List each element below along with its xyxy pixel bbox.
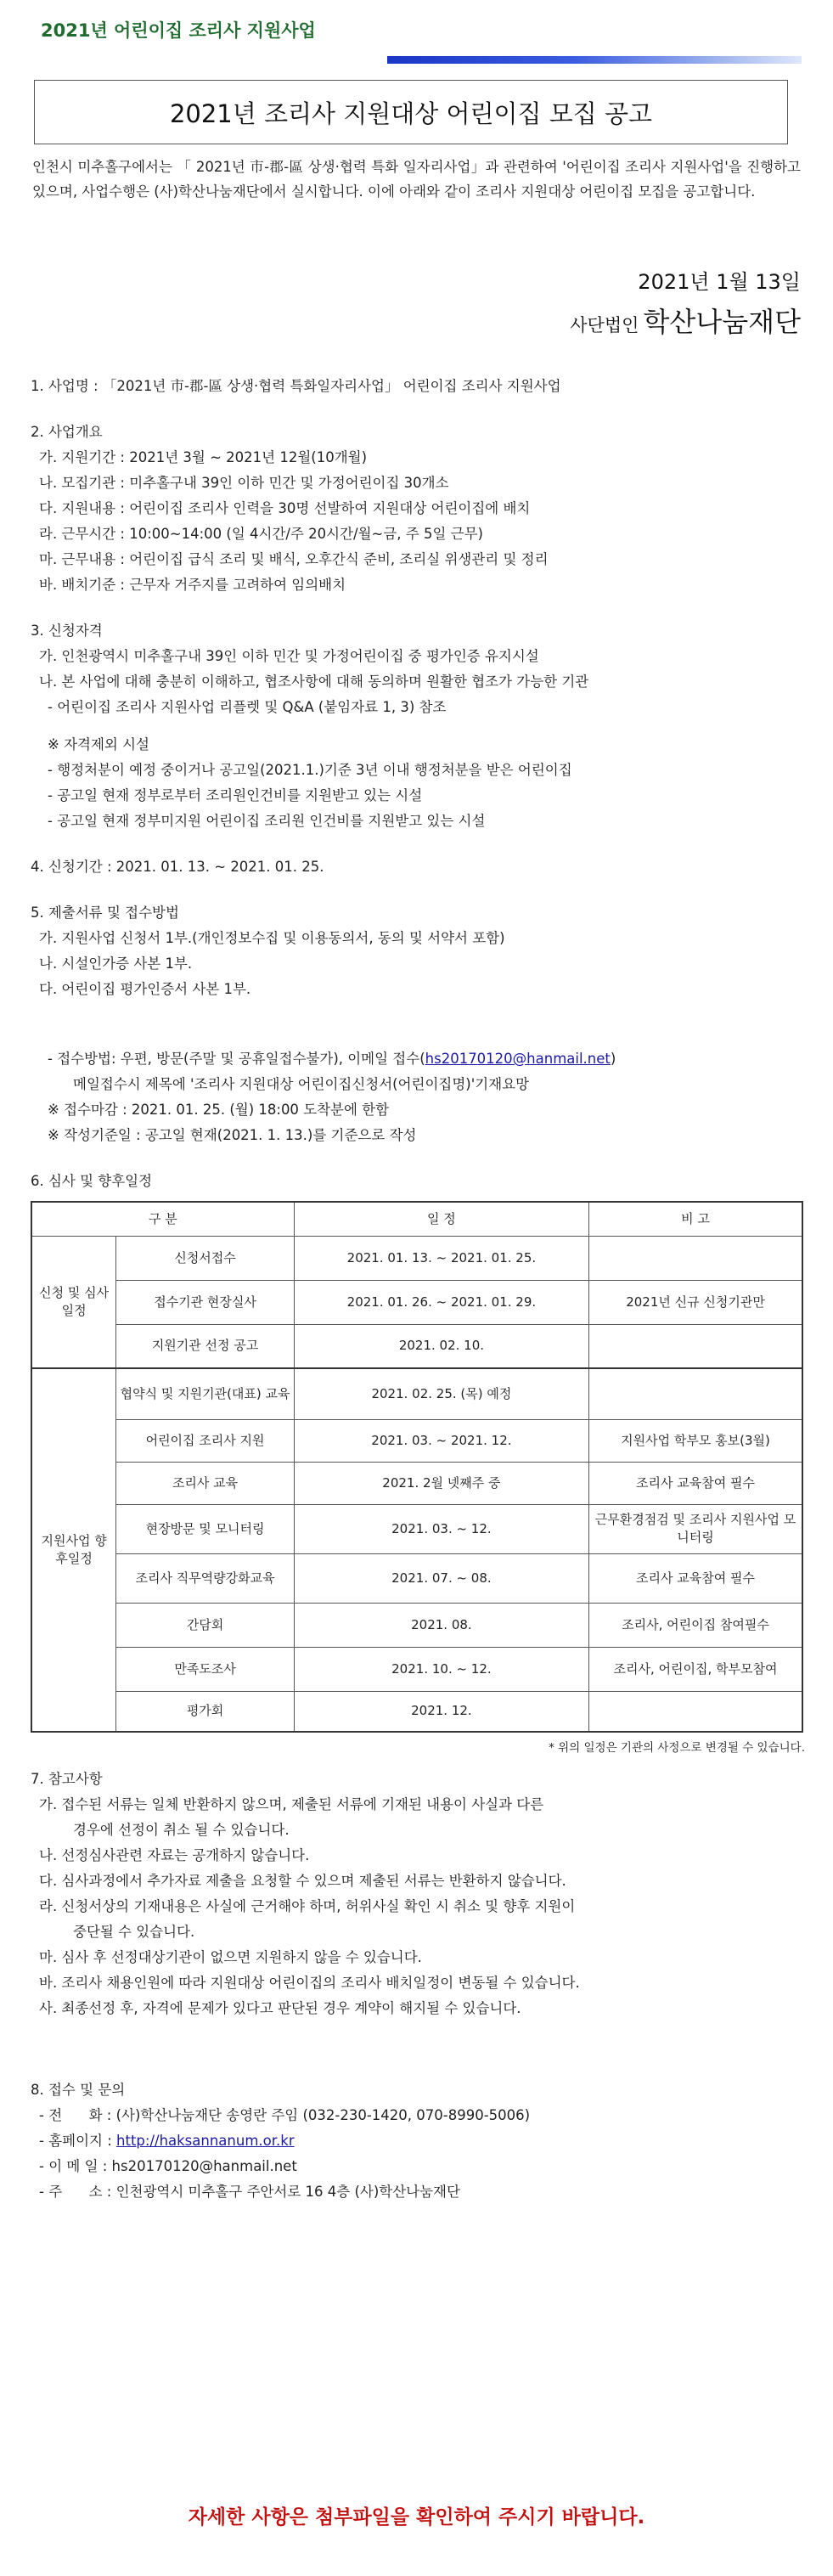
table-cell: 조리사, 어린이집 참여필수: [589, 1603, 802, 1647]
table-header: 구 분: [31, 1202, 294, 1236]
table-cell: 간담회: [116, 1603, 295, 1647]
intro-paragraph: 인천시 미추홀구에서는 「 2021년 市-郡-區 상생·협력 특화 일자리사업」과 관련하여 '어린이집 조리사 지원사업'을 진행하고 있으며, 사업수행은 (사)학산나눔재단에서 실시합니다. 이에 아래와 같이 조리사 지원대상 어린이집 모집을 공고합니다.: [32, 159, 801, 200]
notice-date: 2021년 1월 13일: [638, 270, 801, 294]
submission-basis: ※ 작성기준일 : 공고일 현재(2021. 1. 13.)를 기준으로 작성: [48, 1127, 417, 1143]
table-row: [31, 1553, 802, 1603]
list-item: 가. 지원기간 : 2021년 3월 ~ 2021년 12월(10개월): [39, 449, 368, 465]
section-8-title: 8. 접수 및 문의: [31, 2082, 126, 2098]
submission-method-prefix: - 접수방법: 우편, 방문(주말 및 공휴일접수불가), 이메일 접수(: [48, 1051, 425, 1067]
organization-prefix: 사단법인: [570, 315, 639, 335]
list-item: 다. 지원내용 : 어린이집 조리사 인력을 30명 선발하여 지원대상 어린이집에 배치: [39, 500, 531, 516]
table-cell: 만족도조사: [116, 1647, 295, 1691]
table-row: [31, 1236, 802, 1280]
organization-name: 학산나눔재단: [643, 306, 801, 338]
list-item: 마. 심사 후 선정대상기관이 없으면 지원하지 않을 수 있습니다.: [39, 1949, 422, 1965]
notice-body: [31, 374, 812, 2205]
list-item: 라. 근무시간 : 10:00~14:00 (일 4시간/주 20시간/월~금, 주 5일 근무): [39, 526, 483, 542]
list-item: - 공고일 현재 정부로부터 조리원인건비를 지원받고 있는 시설: [48, 787, 423, 803]
header-gradient-bar: [387, 56, 802, 64]
contact-homepage: [31, 2128, 812, 2154]
table-row: [31, 1324, 802, 1368]
table-cell: 조리사, 어린이집, 학부모참여: [589, 1647, 802, 1691]
section-1: 1. 사업명 : 「2021년 市-郡-區 상생·협력 특화일자리사업」 어린이집 조리사 지원사업: [31, 378, 561, 394]
submission-email-link[interactable]: hs20170120@hanmail.net: [425, 1051, 611, 1067]
section-2-title: 2. 사업개요: [31, 424, 103, 440]
table-cell: 2021. 10. ~ 12.: [294, 1647, 588, 1691]
submission-deadline: ※ 접수마감 : 2021. 01. 25. (월) 18:00 도착분에 한함: [48, 1102, 390, 1118]
section-6-title: 6. 심사 및 향후일정: [31, 1173, 153, 1189]
list-item: 나. 선정심사관련 자료는 공개하지 않습니다.: [39, 1847, 310, 1863]
table-cell: 지원기관 선정 공고: [116, 1324, 295, 1368]
table-cell: 조리사 교육참여 필수: [589, 1462, 802, 1504]
list-item: - 공고일 현재 정부미지원 어린이집 조리원 인건비를 지원받고 있는 시설: [48, 813, 486, 829]
table-cell: 2021. 02. 25. (목) 예정: [294, 1368, 588, 1419]
table-row: [31, 1691, 802, 1732]
table-cell: 조리사 직무역량강화교육: [116, 1553, 295, 1603]
submission-method: [31, 1046, 812, 1072]
section-3-title: 3. 신청자격: [31, 623, 103, 639]
header-label: 2021년 어린이집 조리사 지원사업: [41, 20, 316, 41]
table-cell: 평가회: [116, 1691, 295, 1732]
list-item: - 행정처분이 예정 중이거나 공고일(2021.1.)기준 3년 이내 행정처분을 받은 어린이집: [48, 762, 572, 778]
list-item: - 어린이집 조리사 지원사업 리플렛 및 Q&A (붙임자료 1, 3) 참조: [48, 699, 447, 715]
group-label: 신청 및 심사일정: [31, 1236, 116, 1368]
table-cell: 신청서접수: [116, 1236, 295, 1280]
table-row: [31, 1462, 802, 1504]
table-cell: 조리사 교육참여 필수: [589, 1553, 802, 1603]
list-item: 가. 지원사업 신청서 1부.(개인정보수집 및 이용동의서, 동의 및 서약서 포함): [39, 930, 505, 946]
table-cell: 어린이집 조리사 지원: [116, 1419, 295, 1462]
table-cell: [589, 1324, 802, 1368]
table-cell: 2021. 01. 26. ~ 2021. 01. 29.: [294, 1280, 588, 1324]
table-row: [31, 1504, 802, 1553]
list-item: 중단될 수 있습니다.: [73, 1924, 195, 1940]
list-item: 나. 모집기관 : 미추홀구내 39인 이하 민간 및 가정어린이집 30개소: [39, 475, 449, 491]
list-item: 가. 인천광역시 미추홀구내 39인 이하 민간 및 가정어린이집 중 평가인증 유지시설: [39, 648, 539, 664]
page-title: 2021년 조리사 지원대상 어린이집 모집 공고: [34, 80, 788, 144]
table-header: 비 고: [589, 1202, 802, 1236]
table-row: [31, 1419, 802, 1462]
table-row: [31, 1603, 802, 1647]
list-item: 라. 신청서상의 기재내용은 사실에 근거해야 하며, 허위사실 확인 시 취소 및 향후 지원이: [39, 1898, 576, 1914]
table-cell: 현장방문 및 모니터링: [116, 1504, 295, 1553]
organization: [570, 301, 801, 340]
table-row: [31, 1280, 802, 1324]
contact-email: - 이 메 일 : hs20170120@hanmail.net: [39, 2158, 297, 2174]
list-item: 나. 본 사업에 대해 충분히 이해하고, 협조사항에 대해 동의하며 원활한 협조가 가능한 기관: [39, 674, 589, 690]
table-cell: 협약식 및 지원기관(대표) 교육: [116, 1368, 295, 1419]
contact-address: - 주 소 : 인천광역시 미추홀구 주안서로 16 4층 (사)학산나눔재단: [39, 2184, 460, 2200]
table-header: 일 정: [294, 1202, 588, 1236]
list-item: 바. 배치기준 : 근무자 거주지를 고려하여 임의배치: [39, 577, 346, 593]
list-item: 다. 어린이집 평가인증서 사본 1부.: [39, 981, 251, 997]
submission-method-suffix: ): [610, 1051, 616, 1067]
table-cell: 조리사 교육: [116, 1462, 295, 1504]
table-cell: [589, 1691, 802, 1732]
schedule-table: [31, 1201, 803, 1733]
table-cell: 2021년 신규 신청기관만: [589, 1280, 802, 1324]
schedule-note: * 위의 일정은 기관의 사정으로 변경될 수 있습니다.: [549, 1741, 805, 1755]
footer-notice: 자세한 사항은 첨부파일을 확인하여 주시기 바랍니다.: [188, 2506, 645, 2528]
section-5-title: 5. 제출서류 및 접수방법: [31, 905, 179, 921]
table-cell: [589, 1236, 802, 1280]
table-cell: 2021. 02. 10.: [294, 1324, 588, 1368]
table-row: [31, 1368, 802, 1419]
table-cell: [589, 1368, 802, 1419]
section-7-title: 7. 참고사항: [31, 1771, 103, 1787]
list-item: 마. 근무내용 : 어린이집 급식 조리 및 배식, 오후간식 준비, 조리실 위생관리 및 정리: [39, 551, 549, 567]
list-item: 바. 조리사 채용인원에 따라 지원대상 어린이집의 조리사 배치일정이 변동될 수 있습니다.: [39, 1975, 580, 1991]
table-cell: 2021. 03. ~ 12.: [294, 1504, 588, 1553]
table-cell: 2021. 01. 13. ~ 2021. 01. 25.: [294, 1236, 588, 1280]
list-item: 나. 시설인가증 사본 1부.: [39, 955, 193, 972]
homepage-link[interactable]: http://haksannanum.or.kr: [116, 2133, 295, 2149]
group-label: 지원사업 향후일정: [31, 1368, 116, 1732]
list-item: 사. 최종선정 후, 자격에 문제가 있다고 판단된 경우 계약이 해지될 수 있습니다.: [39, 2000, 521, 2016]
table-cell: 접수기관 현장실사: [116, 1280, 295, 1324]
list-item: 경우에 선정이 취소 될 수 있습니다.: [73, 1822, 290, 1838]
contact-phone: - 전 화 : (사)학산나눔재단 송영란 주임 (032-230-1420, 070-8990-5006): [39, 2107, 531, 2123]
exclusion-title: ※ 자격제외 시설: [48, 736, 149, 753]
submission-method-line2: 메일접수시 제목에 '조리사 지원대상 어린이집신청서(어린이집명)'기재요망: [73, 1076, 530, 1092]
section-4: 4. 신청기간 : 2021. 01. 13. ~ 2021. 01. 25.: [31, 859, 324, 875]
table-header-row: [31, 1202, 802, 1236]
table-cell: 지원사업 학부모 홍보(3월): [589, 1419, 802, 1462]
table-cell: 2021. 12.: [294, 1691, 588, 1732]
table-cell: 2021. 2월 넷째주 중: [294, 1462, 588, 1504]
table-cell: 2021. 08.: [294, 1603, 588, 1647]
list-item: 가. 접수된 서류는 일체 반환하지 않으며, 제출된 서류에 기재된 내용이 사실과 다른: [39, 1796, 544, 1812]
table-cell: 2021. 07. ~ 08.: [294, 1553, 588, 1603]
homepage-label: - 홈페이지 :: [39, 2133, 117, 2149]
table-row: [31, 1647, 802, 1691]
table-cell: 근무환경점검 및 조리사 지원사업 모니터링: [589, 1504, 802, 1553]
table-cell: 2021. 03. ~ 2021. 12.: [294, 1419, 588, 1462]
list-item: 다. 심사과정에서 추가자료 제출을 요청할 수 있으며 제출된 서류는 반환하지 않습니다.: [39, 1873, 566, 1889]
